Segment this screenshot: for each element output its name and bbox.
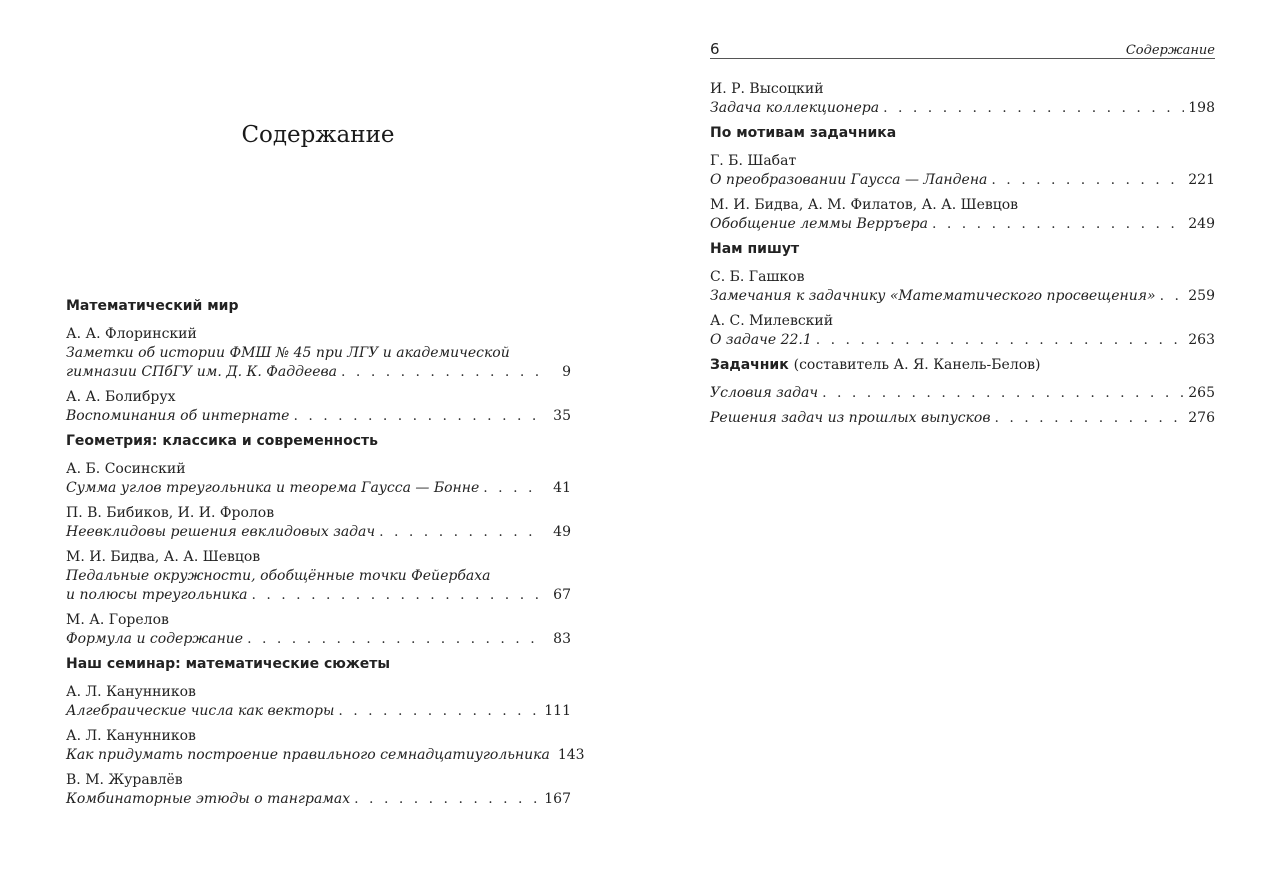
toc-entry	[66, 460, 571, 498]
toc-entry	[66, 548, 571, 605]
entry-line[interactable]	[66, 407, 571, 426]
entry-title-line: Заметки об истории ФМШ № 45 при ЛГУ и академической	[66, 345, 510, 361]
entry-title: Комбинаторные этюды о танграмах	[66, 791, 351, 807]
entry-page-number: 83	[553, 631, 571, 647]
toc-entry	[66, 683, 571, 721]
toc-entry	[710, 268, 1215, 306]
entry-author: А. Л. Канунников	[66, 684, 196, 700]
section-heading	[710, 356, 1215, 375]
section-heading	[66, 297, 571, 316]
entry-line[interactable]	[66, 630, 571, 649]
entry-author: Г. Б. Шабат	[710, 153, 797, 169]
section-heading-text: Геометрия: классика и современность	[66, 433, 378, 449]
toc-entry	[710, 384, 1215, 403]
entry-title: Воспоминания об интернате	[66, 408, 290, 424]
dot-leader	[991, 171, 1184, 190]
toc-entry	[710, 152, 1215, 190]
entry-author: А. Б. Сосинский	[66, 461, 186, 477]
entry-title: гимназии СПбГУ им. Д. К. Фаддеева	[66, 364, 338, 380]
entry-author: С. Б. Гашков	[710, 269, 805, 285]
dot-leader	[932, 215, 1184, 234]
entry-title: О задаче 22.1	[710, 332, 812, 348]
entry-line[interactable]	[710, 171, 1215, 190]
section-heading-text: Математический мир	[66, 298, 239, 314]
entry-title: Решения задач из прошлых выпусков	[710, 410, 991, 426]
toc-entry	[66, 771, 571, 809]
entry-line[interactable]	[66, 479, 571, 498]
entry-page-number: 35	[553, 408, 571, 424]
entry-page-number: 263	[1188, 332, 1215, 348]
section-heading	[66, 655, 571, 674]
dot-leader	[251, 586, 543, 605]
entry-line[interactable]	[710, 215, 1215, 234]
entry-line[interactable]	[710, 331, 1215, 350]
entry-author: М. И. Бидва, А. М. Филатов, А. А. Шевцов	[710, 197, 1019, 213]
dot-leader	[354, 790, 540, 809]
entry-author: М. А. Горелов	[66, 612, 169, 628]
entry-page-number: 167	[544, 791, 571, 807]
dot-leader	[341, 363, 543, 382]
dot-leader	[247, 630, 543, 649]
running-head-title: Содержание	[1125, 43, 1215, 58]
section-heading	[710, 240, 1215, 259]
toc-right	[710, 80, 1215, 434]
dot-leader	[994, 409, 1184, 428]
entry-line[interactable]	[66, 790, 571, 809]
entry-line[interactable]	[710, 409, 1215, 428]
toc-entry	[710, 409, 1215, 428]
toc-entry	[66, 727, 585, 765]
entry-line[interactable]	[710, 287, 1215, 306]
entry-line[interactable]	[66, 746, 585, 765]
entry-author: И. Р. Высоцкий	[710, 81, 824, 97]
entry-line[interactable]	[66, 363, 571, 382]
dot-leader	[822, 384, 1184, 403]
toc-entry	[66, 504, 571, 542]
entry-author: А. А. Болибрух	[66, 389, 176, 405]
entry-page-number: 265	[1188, 385, 1215, 401]
section-heading-text: Задачник	[710, 357, 789, 373]
entry-title: и полюсы треугольника	[66, 587, 248, 603]
entry-page-number: 276	[1188, 410, 1215, 426]
entry-title: Замечания к задачнику «Математического просвещения»	[710, 288, 1156, 304]
dot-leader	[883, 99, 1184, 118]
section-heading-note: (составитель А. Я. Канель-Белов)	[793, 357, 1041, 373]
dot-leader	[483, 479, 543, 498]
section-heading-text: Наш семинар: математические сюжеты	[66, 656, 391, 672]
entry-title: Неевклидовы решения евклидовых задач	[66, 524, 376, 540]
entry-page-number: 49	[553, 524, 571, 540]
dot-leader	[1160, 287, 1185, 306]
section-heading	[710, 124, 1215, 143]
entry-author: А. С. Милевский	[710, 313, 834, 329]
entry-title: Задача коллекционера	[710, 100, 880, 116]
dot-leader	[338, 702, 540, 721]
entry-page-number: 41	[553, 480, 571, 496]
page-title: Содержание	[241, 122, 395, 148]
entry-title: Обобщение леммы Верръера	[710, 216, 928, 232]
toc-left	[66, 297, 585, 815]
page-number: 6	[710, 40, 720, 58]
entry-author: В. М. Журавлёв	[66, 772, 183, 788]
entry-page-number: 259	[1188, 288, 1215, 304]
section-heading-text: Нам пишут	[710, 241, 800, 257]
entry-title: О преобразовании Гаусса — Ландена	[710, 172, 988, 188]
entry-title-line: Педальные окружности, обобщённые точки Фейербаха	[66, 568, 491, 584]
toc-entry	[710, 196, 1215, 234]
entry-page-number: 221	[1188, 172, 1215, 188]
entry-page-number: 67	[553, 587, 571, 603]
entry-author: А. А. Флоринский	[66, 326, 197, 342]
toc-entry	[66, 611, 571, 649]
entry-page-number: 111	[544, 703, 571, 719]
entry-line[interactable]	[710, 99, 1215, 118]
entry-author: М. И. Бидва, А. А. Шевцов	[66, 549, 261, 565]
toc-entry	[710, 80, 1215, 118]
entry-line[interactable]	[710, 384, 1215, 403]
toc-entry	[710, 312, 1215, 350]
dot-leader	[379, 523, 543, 542]
entry-title: Алгебраические числа как векторы	[66, 703, 335, 719]
entry-title: Как придумать построение правильного семнадцатиугольника	[66, 747, 550, 763]
toc-entry	[66, 325, 571, 382]
dot-leader	[816, 331, 1185, 350]
section-heading-text: По мотивам задачника	[710, 125, 897, 141]
entry-line[interactable]	[66, 586, 571, 605]
entry-line[interactable]	[66, 523, 571, 542]
entry-title: Сумма углов треугольника и теорема Гаусса — Бонне	[66, 480, 480, 496]
entry-page-number: 143	[557, 747, 585, 763]
entry-title: Формула и содержание	[66, 631, 244, 647]
dot-leader	[293, 407, 543, 426]
toc-entry	[66, 388, 571, 426]
entry-page-number: 9	[562, 364, 571, 380]
entry-page-number: 249	[1188, 216, 1215, 232]
running-header	[710, 40, 1215, 59]
entry-title: Условия задач	[710, 385, 819, 401]
entry-line[interactable]	[66, 702, 571, 721]
entry-author: П. В. Бибиков, И. И. Фролов	[66, 505, 275, 521]
section-heading	[66, 432, 571, 451]
entry-page-number: 198	[1188, 100, 1215, 116]
entry-author: А. Л. Канунников	[66, 728, 196, 744]
